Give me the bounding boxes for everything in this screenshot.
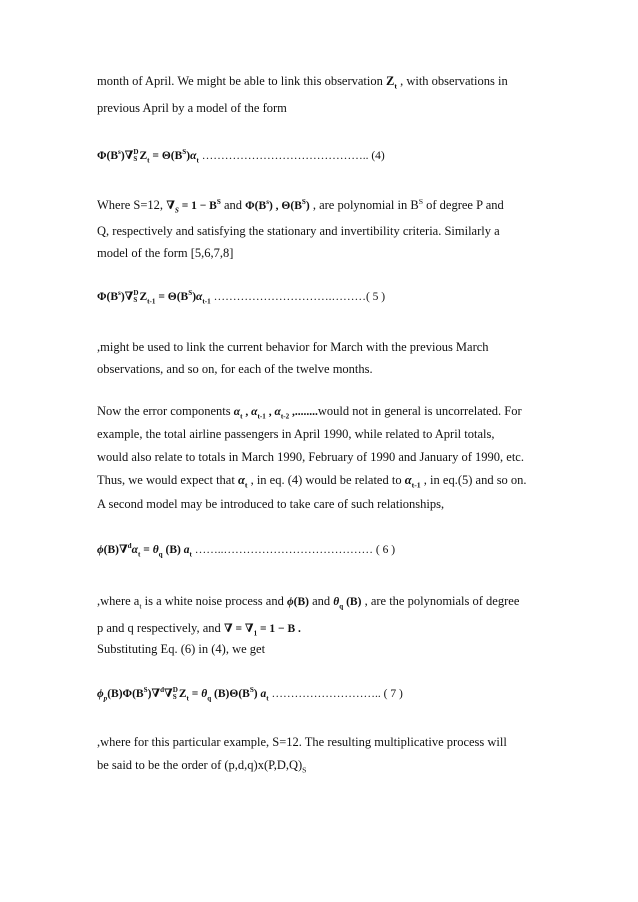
equation-6: $\phi(B)\nabla^d\alpha_t = \theta_q$ (B) $a_t$ ……..………………………………… ( 6 ) — [97, 542, 396, 559]
math-alpha-t: $\alpha_t$ — [237, 473, 248, 490]
equation-7: $\phi_p(B)\Phi(B^S)\nabla^d\nabla$ D S $Z_t = \theta_q$ $(B)\Theta(B^S)$ $a_t$ ……………………….. ( 7 ) — [97, 686, 403, 703]
para-5-line-3: Substituting Eq. (6) in (4), we get — [97, 642, 266, 656]
math-seasonal-diff: $\nabla_S = 1 - B^S$ — [166, 198, 221, 215]
para-4-line-3: would also relate to totals in March 1990, February of 1990 and January of 1990, etc. — [97, 450, 524, 464]
math-phi-theta: $\Phi(B^s)$ , $\Theta(B^S)$ — [245, 198, 310, 212]
equation-4: $\Phi(B^s)\nabla$ D S $Z_t = \Theta(B^S)\alpha_t$ …………………………………….. (4) — [97, 148, 385, 165]
para-2-line-2: Q, respectively and satisfying the stationary and invertibility criteria. Similarly a — [97, 224, 500, 238]
para-4-line-1: Now the error components $\alpha_t$ , $\alpha_{t-1}$ , $\alpha_{t-2}$ ,........would not in general is uncorrelated. For — [97, 404, 522, 421]
math-nabla-def: ∇ = $\nabla_1 = 1 - B$ . — [223, 623, 301, 638]
equation-5: $\Phi(B^s)\nabla$ D S $Z_{t-1} = \Theta(B^S)\alpha_{t-1}$ ………………………….………( 5 ) — [97, 289, 386, 306]
para-6-line-2: be said to be the order of $(p,d,q)x(P,D,Q)_S$ — [97, 758, 307, 775]
para-1-line-1: month of April. We might be able to link this observation $Z_t$ , with observations in — [97, 74, 508, 91]
para-1-line-2: previous April by a model of the form — [97, 101, 287, 115]
para-2-line-3: model of the form [5,6,7,8] — [97, 246, 234, 260]
eq7-lhs: $\phi_p(B)\Phi(B^S)\nabla^d\nabla$ D S $Z_t = \theta_q$ $(B)\Theta(B^S)$ $a_t$ — [97, 686, 269, 703]
para-5-line-2: p and q respectively, and ∇ = $\nabla_1 = 1 - B$ . — [97, 621, 301, 638]
para-6-line-1: ,where for this particular example, S=12. The resulting multiplicative process will — [97, 735, 507, 749]
eq4-lhs: $\Phi(B^s)\nabla$ D S $Z_t = \Theta(B^S)\alpha_t$ — [97, 148, 199, 165]
math-phi-B: ϕ(B) — [286, 596, 309, 608]
math-theta-q-B: $\theta_q$ (B) — [333, 596, 362, 611]
math-alpha-t-1: $\alpha_{t-1}$ — [404, 473, 421, 490]
para-4-line-2: example, the total airline passengers in April 1990, while related to April totals, — [97, 427, 495, 441]
para-2-line-1: Where S=12, $\nabla_S = 1 - B^S$ and $\Phi(B^s)$ , $\Theta(B^S)$ , are polynomial in $B^S$ of degree P and — [97, 196, 504, 215]
para-4-line-5: A second model may be introduced to take care of such relationships, — [97, 497, 445, 511]
para-3-line-2: observations, and so on, for each of the twelve months. — [97, 362, 373, 376]
para-4-line-4: Thus, we would expect that $\alpha_t$ , in eq. (4) would be related to $\alpha_{t-1}$ , in eq.(5) and so on. — [97, 473, 527, 490]
eq5-lhs: $\Phi(B^s)\nabla$ D S $Z_{t-1} = \Theta(B^S)\alpha_{t-1}$ — [97, 289, 211, 306]
math-Zt: $Z_t$ — [386, 74, 397, 91]
para-3-line-1: ,might be used to link the current behavior for March with the previous March — [97, 340, 489, 354]
eq6-lhs: $\phi(B)\nabla^d\alpha_t = \theta_q$ (B) $a_t$ — [97, 542, 192, 559]
para-5-line-1: ,where $a_t$ is a white noise process and ϕ(B) and $\theta_q$ (B) , are the polynomials of degree — [97, 594, 520, 611]
math-alpha-sequence: $\alpha_t$ , $\alpha_{t-1}$ , $\alpha_{t-2}$ ,........ — [233, 406, 318, 421]
